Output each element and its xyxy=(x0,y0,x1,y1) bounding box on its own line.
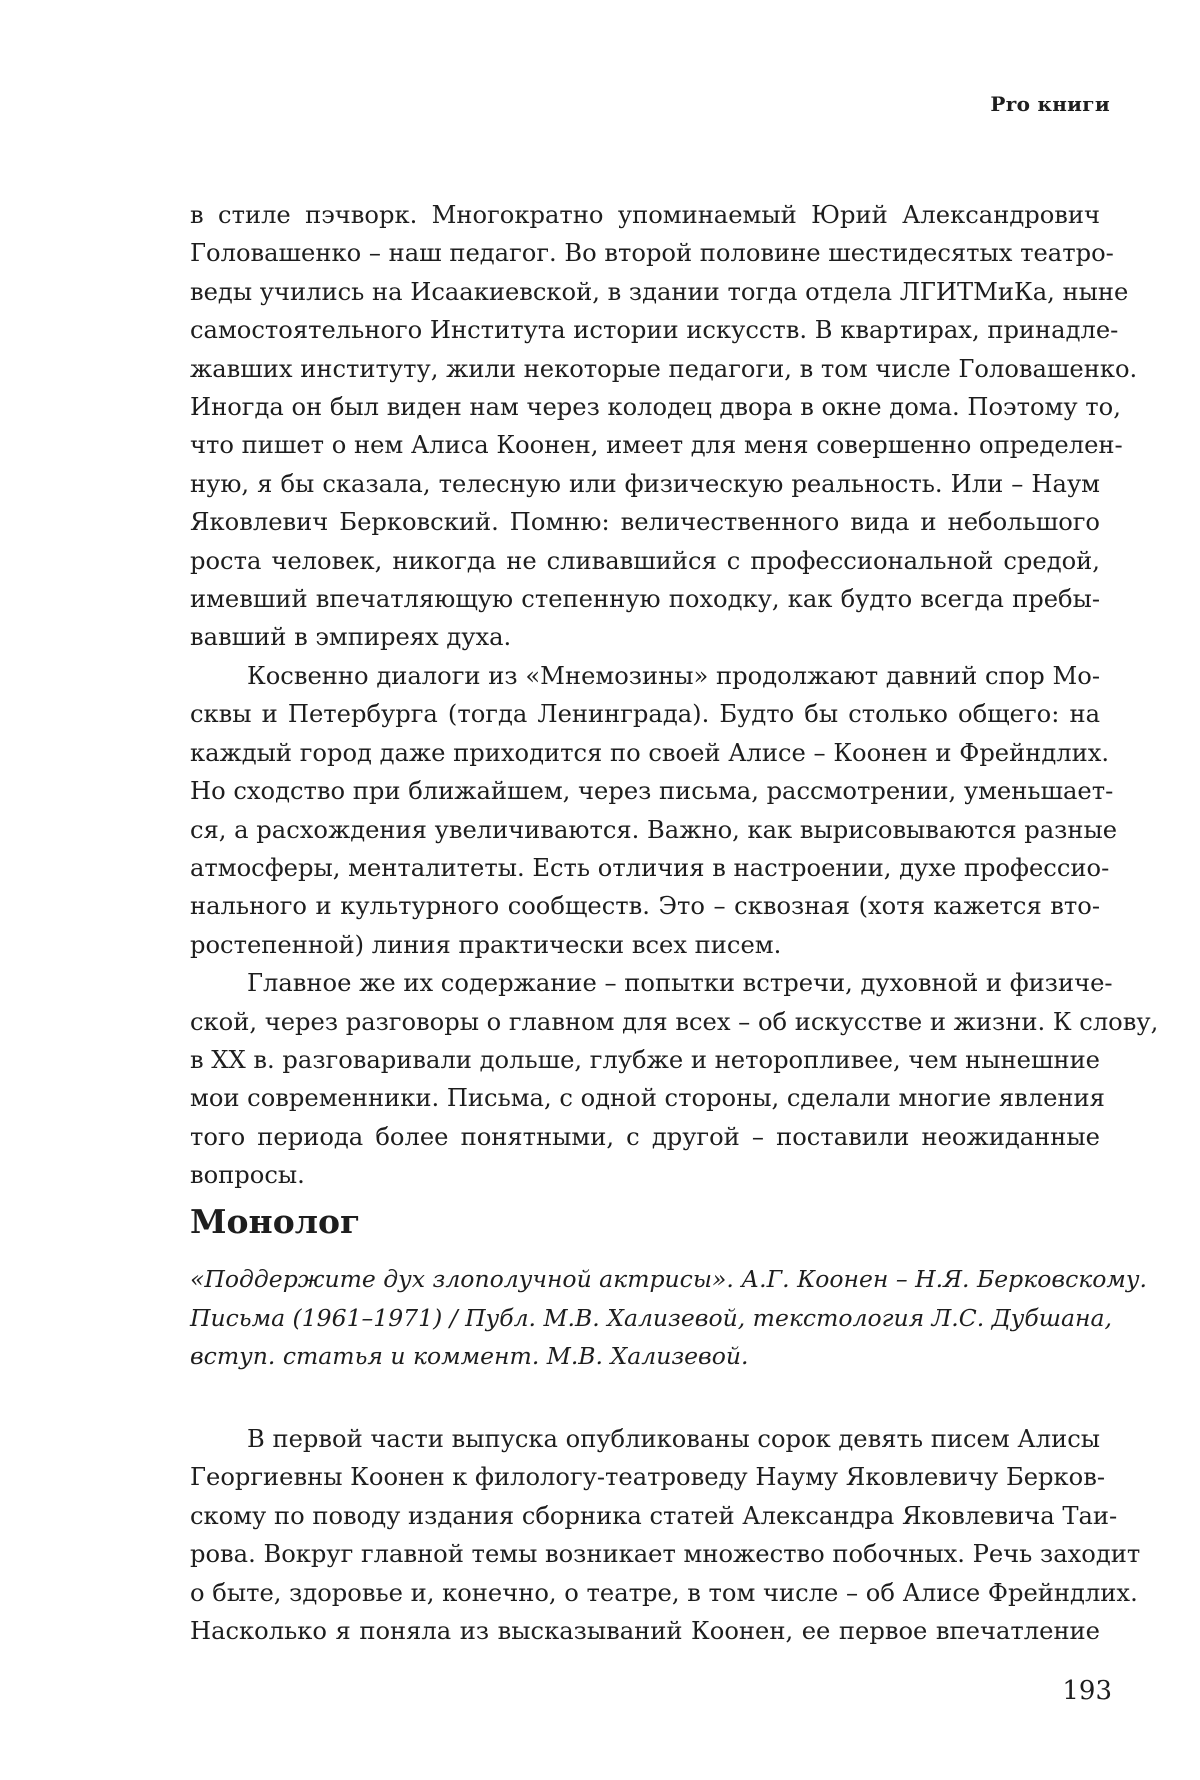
text-line: рова. Вокруг главной темы возникает множество побочных. Речь заходит xyxy=(190,1540,1141,1569)
text-line: Георгиевны Коонен к филологу-театроведу Науму Яковлевичу Берков- xyxy=(190,1463,1106,1492)
text-line: скому по поводу издания сборника статей Александра Яковлевича Таи- xyxy=(190,1501,1118,1530)
text-line: о быте, здоровье и, конечно, о театре, в том числе – об Алисе Фрейндлих. xyxy=(190,1578,1138,1607)
text-line: ростепенной) линия практически всех писем. xyxy=(190,930,782,959)
text-line: В первой части выпуска опубликованы сорок девять писем Алисы xyxy=(247,1425,1100,1453)
bibliographic-citation xyxy=(190,1260,1147,1376)
body-text-block-2 xyxy=(190,1420,1141,1650)
text-line: Но сходство при ближайшем, через письма, рассмотрении, уменьшает- xyxy=(190,777,1114,806)
text-line: Главное же их содержание – попытки встречи, духовной и физиче- xyxy=(247,969,1113,998)
text-line: в XX в. разговаривали дольше, глубже и неторопливее, чем нынешние xyxy=(190,1045,1100,1074)
body-text-block-1 xyxy=(190,196,1159,1195)
page-number: 193 xyxy=(1062,1676,1112,1706)
text-line: ную, я бы сказала, телесную или физическую реальность. Или – Наум xyxy=(190,469,1100,498)
running-head: Pro книги xyxy=(990,92,1110,116)
text-line: Головашенко – наш педагог. Во второй половине шестидесятых театро- xyxy=(190,239,1114,268)
text-line: вопросы. xyxy=(190,1161,305,1190)
text-line: жавших институту, жили некоторые педагоги, в том числе Головашенко. xyxy=(190,354,1138,383)
text-line: того периода более понятными, с другой – поставили неожиданные xyxy=(190,1122,1100,1151)
text-line: Иногда он был виден нам через колодец двора в окне дома. Поэтому то, xyxy=(190,393,1121,422)
citation-line: Письма (1961–1971) / Публ. М.В. Хализевой, текстология Л.С. Дубшана, xyxy=(190,1303,1112,1332)
text-line: мои современники. Письма, с одной стороны, сделали многие явления xyxy=(190,1084,1105,1113)
citation-line: вступ. статья и коммент. М.В. Хализевой. xyxy=(190,1342,749,1370)
citation-line: «Поддержите дух злополучной актрисы». А.Г. Коонен – Н.Я. Берковскому. xyxy=(190,1265,1147,1293)
text-line: Насколько я поняла из высказываний Коонен, ее первое впечатление xyxy=(190,1617,1100,1646)
text-line: что пишет о нем Алиса Коонен, имеет для меня совершенно определен- xyxy=(190,431,1123,460)
text-line: нального и культурного сообществ. Это – сквозная (хотя кажется вто- xyxy=(190,892,1100,921)
text-line: вавший в эмпиреях духа. xyxy=(190,623,512,652)
text-line: ской, через разговоры о главном для всех – об искусстве и жизни. К слову, xyxy=(190,1007,1159,1036)
text-line: Яковлевич Берковский. Помню: величественного вида и небольшого xyxy=(190,508,1100,537)
text-line: сквы и Петербурга (тогда Ленинграда). Будто бы столько общего: на xyxy=(190,700,1100,729)
text-line: роста человек, никогда не сливавшийся с профессиональной средой, xyxy=(190,546,1100,575)
text-line: имевший впечатляющую степенную походку, как будто всегда пребы- xyxy=(190,585,1100,614)
text-line: каждый город даже приходится по своей Алисе – Коонен и Фрейндлих. xyxy=(190,738,1110,767)
section-heading: Монолог xyxy=(190,1202,361,1241)
text-line: Косвенно диалоги из «Мнемозины» продолжают давний спор Мо- xyxy=(247,661,1100,690)
text-line: в стиле пэчворк. Многократно упоминаемый Юрий Александрович xyxy=(190,201,1100,229)
text-line: атмосферы, менталитеты. Есть отличия в настроении, духе профессио- xyxy=(190,853,1110,882)
text-line: самостоятельного Института истории искусств. В квартирах, принадле- xyxy=(190,316,1119,345)
text-line: ся, а расхождения увеличиваются. Важно, как вырисовываются разные xyxy=(190,815,1118,844)
text-line: веды учились на Исаакиевской, в здании тогда отдела ЛГИТМиКа, ныне xyxy=(190,277,1129,306)
